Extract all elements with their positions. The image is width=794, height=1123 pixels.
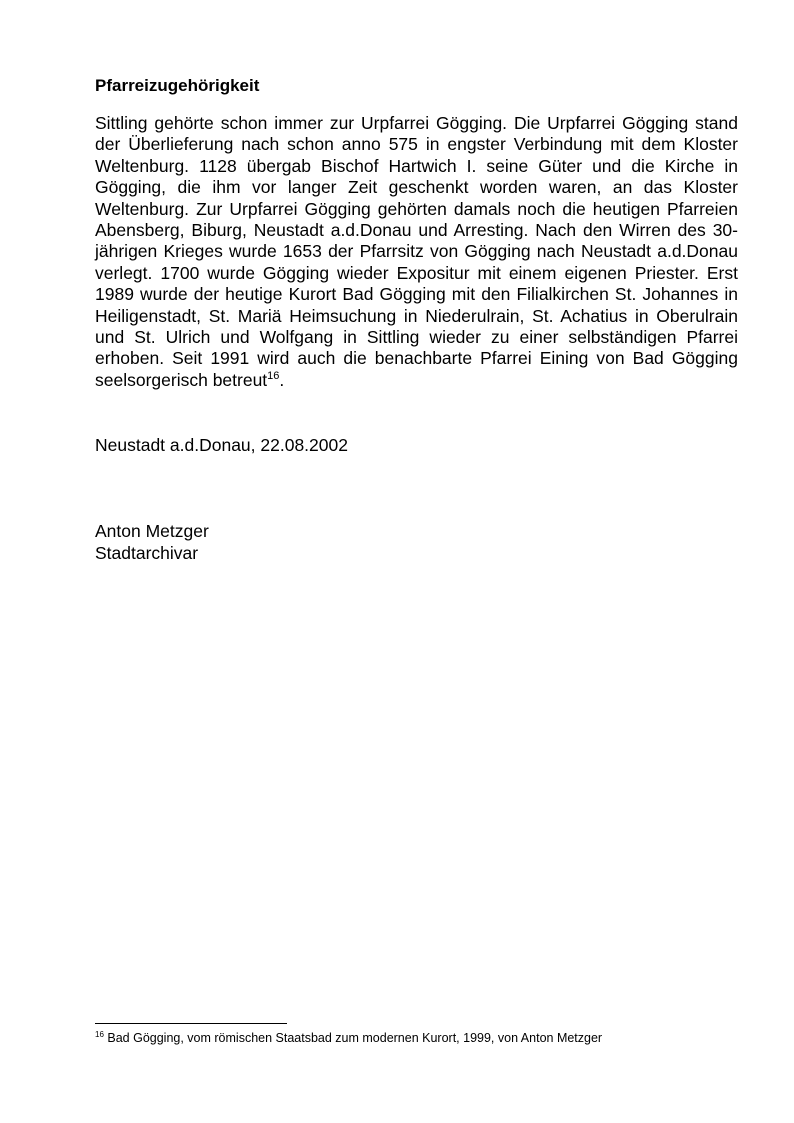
footnote-number: 16 [95, 1029, 104, 1039]
footnote-separator [95, 1023, 287, 1024]
footnote-reference: 16 [267, 370, 280, 383]
dateline: Neustadt a.d.Donau, 22.08.2002 [95, 435, 348, 455]
body-text: Sittling gehörte schon immer zur Urpfarrei Gögging. Die Urpfarrei Gögging stand der Überlieferung nach schon anno 575 in engster Verbindung mit dem Kloster Weltenburg. 1128 übergab Bischof Hartwich I. seine Güter und die Kirche in Gögging, die ihm vor langer Zeit geschenkt worden waren, an das Kloster Weltenburg. Zur Urpfarrei Gögging gehörten damals noch die heutigen Pfarreien Abensberg, Biburg, Neustadt a.d.Donau und Arresting. Nach den Wirren des 30-jährigen Krieges wurde 1653 der Pfarrsitz von Gögging nach Neustadt a.d.Donau verlegt. 1700 wurde Gögging wieder Expositur mit einem eigenen Priester. Erst 1989 wurde der heutige Kurort Bad Gögging mit den Filialkirchen St. Johannes in Heiligenstadt, St. Mariä Heimsuchung in Niederulrain, St. Achatius in Oberulrain und St. Ulrich und Wolfgang in Sittling wieder zu einer selbständigen Pfarrei erhoben. Seit 1991 wird auch die benachbarte Pfarrei Eining von Bad Gögging seelsorgerisch betreut [95, 113, 738, 390]
footnote-text: Bad Gögging, vom römischen Staatsbad zum modernen Kurort, 1999, von Anton Metzger [103, 1031, 603, 1045]
signature-name: Anton Metzger [95, 521, 209, 541]
section-heading: Pfarreizugehörigkeit [95, 76, 260, 95]
signature-role: Stadtarchivar [95, 543, 199, 563]
footnote [95, 1030, 602, 1046]
body-end-punctuation: . [279, 369, 285, 390]
signature-block [95, 520, 209, 564]
body-paragraph [95, 113, 738, 391]
